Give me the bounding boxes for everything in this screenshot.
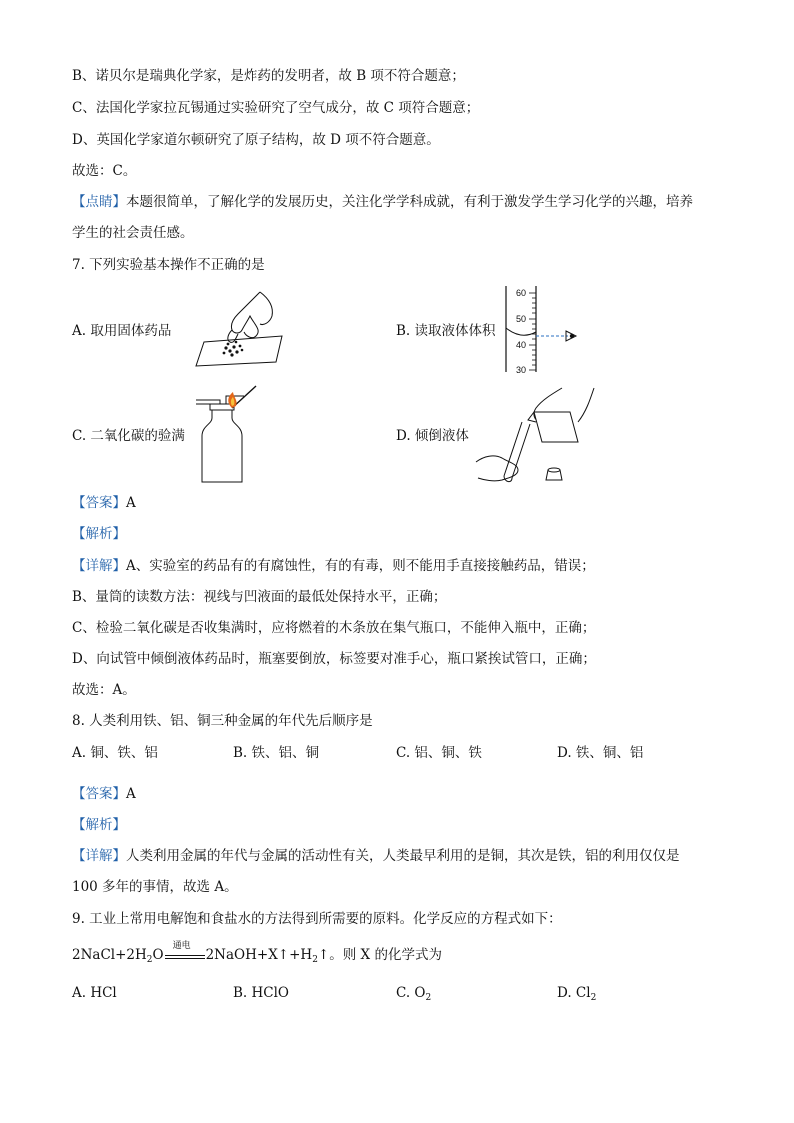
prev-tip-line1 xyxy=(72,192,693,212)
q7-answer xyxy=(72,493,136,513)
eq-right: 2NaOH+X↑+H xyxy=(205,947,313,963)
q9-option-b: B. HClO xyxy=(233,985,289,1001)
q9-option-c xyxy=(396,983,431,1008)
eq-right-subscript: 2 xyxy=(312,955,318,965)
eq-bar-top xyxy=(165,955,205,956)
tick-label: 40 xyxy=(516,340,527,350)
tip-text: 本题很简单，了解化学的发展历史，关注化学学科成就，有利于激发学生学习化学的兴趣，培养 xyxy=(126,194,693,210)
eq-right-end: ↑。则 X 的化学式为 xyxy=(317,947,442,963)
tick-label: 60 xyxy=(516,288,527,298)
q7-detail-d: D、向试管中倾倒液体药品时，瓶塞要倒放，标签要对准手心，瓶口紧挨试管口，正确； xyxy=(72,651,596,667)
eq-condition: 通电 xyxy=(172,941,191,951)
q7-stem: 7. 下列实验基本操作不正确的是 xyxy=(72,257,265,273)
answer-value: A xyxy=(126,495,136,511)
q9-equation xyxy=(72,941,442,970)
q7-detail-c: C、检验二氧化碳是否收集满时，应将燃着的木条放在集气瓶口，不能伸入瓶中，正确； xyxy=(72,620,596,636)
option-text: D. Cl xyxy=(557,985,591,1001)
q8-detail-line1 xyxy=(72,846,680,866)
tick-label: 30 xyxy=(516,365,527,375)
q7-option-a: A. 取用固体药品 xyxy=(72,323,172,339)
answer-tag: 【答案】 xyxy=(72,495,126,511)
q9-option-a: A. HCl xyxy=(72,985,117,1001)
graduated-cylinder-illustration xyxy=(498,284,588,376)
q8-detail-line2: 100 多年的事情，故选 A。 xyxy=(72,879,238,895)
q7-detail-a xyxy=(72,556,595,576)
q8-option-a: A. 铜、铁、铝 xyxy=(72,745,158,761)
q7-analysis-tag xyxy=(72,524,126,544)
prev-option-d-analysis: D、英国化学家道尔顿研究了原子结构，故 D 项不符合题意。 xyxy=(72,132,440,148)
q8-analysis-tag xyxy=(72,815,126,835)
option-subscript: 2 xyxy=(425,993,432,1003)
analysis-tag: 【解析】 xyxy=(72,526,126,542)
q8-stem: 8. 人类利用铁、铝、铜三种金属的年代先后顺序是 xyxy=(72,713,373,729)
q7-option-d: D. 倾倒液体 xyxy=(396,428,469,444)
pouring-liquid-illustration xyxy=(474,386,604,486)
detail-tag: 【详解】 xyxy=(72,848,126,864)
eq-left: 2NaCl+2H xyxy=(72,947,147,963)
q7-option-c: C. 二氧化碳的验满 xyxy=(72,428,185,444)
tip-tag: 【点睛】 xyxy=(72,194,126,210)
q8-answer xyxy=(72,784,136,804)
eq-left-end: O xyxy=(152,947,164,963)
detail-text: 人类利用金属的年代与金属的活动性有关，人类最早利用的是铜，其次是铁，铝的利用仅仅是 xyxy=(126,848,680,864)
eq-arrow xyxy=(164,941,206,965)
q9-option-d xyxy=(557,983,596,1008)
q8-option-b: B. 铁、铝、铜 xyxy=(233,745,320,761)
prev-option-b-analysis: B、诺贝尔是瑞典化学家，是炸药的发明者，故 B 项不符合题意； xyxy=(72,68,465,84)
option-subscript: 2 xyxy=(590,993,597,1003)
prev-choice: 故选：C。 xyxy=(72,163,137,179)
tick-label: 50 xyxy=(516,314,527,324)
detail-text: A、实验室的药品有的有腐蚀性，有的有毒，则不能用手直接接触药品，错误； xyxy=(126,558,595,574)
prev-option-c-analysis: C、法国化学家拉瓦锡通过实验研究了空气成分，故 C 项符合题意； xyxy=(72,100,480,116)
eq-bar-bottom xyxy=(165,958,205,959)
prev-tip-line2: 学生的社会责任感。 xyxy=(72,225,194,241)
option-text: C. O xyxy=(396,985,426,1001)
q7-detail-b: B、量筒的读数方法：视线与凹液面的最低处保持水平，正确； xyxy=(72,589,447,605)
solid-reagent-hand-illustration xyxy=(190,290,290,370)
answer-value: A xyxy=(126,786,136,802)
q7-choice: 故选：A。 xyxy=(72,682,136,698)
gas-bottle-burning-stick-illustration xyxy=(186,382,266,488)
q7-option-b: B. 读取液体体积 xyxy=(396,323,496,339)
detail-tag: 【详解】 xyxy=(72,558,126,574)
answer-tag: 【答案】 xyxy=(72,786,126,802)
q8-option-c: C. 铝、铜、铁 xyxy=(396,745,482,761)
q8-option-d: D. 铁、铜、铝 xyxy=(557,745,644,761)
q9-stem: 9. 工业上常用电解饱和食盐水的方法得到所需要的原料。化学反应的方程式如下： xyxy=(72,911,562,927)
analysis-tag: 【解析】 xyxy=(72,817,126,833)
eq-left-subscript: 2 xyxy=(146,955,153,965)
